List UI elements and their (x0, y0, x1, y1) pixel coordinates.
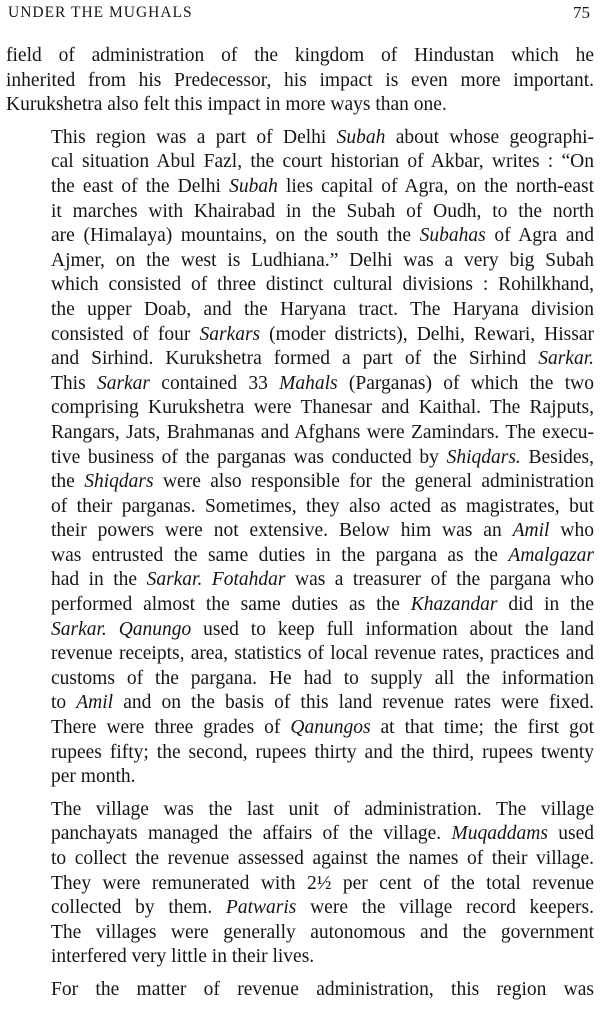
text-run: performed almost the same duties as the (51, 594, 411, 616)
text-line (6, 200, 594, 225)
text-run: consisted of four (51, 323, 200, 345)
text-run: interfered very little in their lives. (51, 946, 315, 968)
text-line (6, 544, 594, 569)
italic-term: Sarkars (199, 323, 261, 345)
text-run: were the village record keepers. (296, 897, 594, 919)
running-head-title: UNDER THE MUGHALS (8, 4, 193, 21)
text-line (6, 150, 594, 175)
text-run: They were remunerated with 2½ per cent of the total revenue (51, 872, 594, 894)
text-line (6, 765, 594, 790)
text-run (107, 619, 119, 640)
italic-term: Amalgazar (508, 544, 594, 566)
page-number: 75 (573, 3, 590, 22)
text-run: their powers were not extensive. Below him was an (51, 520, 513, 542)
text-run: cal situation Abul Fazl, the court historian of Akbar, writes : “On (51, 151, 594, 173)
text-run: who (549, 520, 594, 542)
text-line (6, 470, 594, 495)
text-line (6, 716, 594, 741)
italic-term: Sarkar. (51, 618, 107, 640)
italic-term: Subahas (419, 225, 486, 247)
text-run: The village was the last unit of administration. The village (51, 798, 594, 820)
text-line (6, 396, 594, 421)
text-run: used to keep full information about the land (191, 618, 594, 640)
text-run: (moder districts), Delhi, Rewari, Hissar (260, 323, 594, 345)
text-run: contained 33 (150, 372, 280, 394)
italic-term: Amil (76, 692, 114, 714)
text-run: the east of the Delhi (51, 175, 230, 197)
text-run: collected by them. (51, 897, 226, 919)
text-line (6, 872, 594, 897)
text-line (6, 69, 594, 94)
paragraph (6, 126, 594, 790)
text-run: about whose geographi- (385, 126, 594, 148)
text-line (6, 945, 594, 970)
text-line (6, 126, 594, 151)
italic-term: Amil (512, 520, 550, 542)
text-line (6, 741, 594, 766)
text-line (6, 593, 594, 618)
text-line (6, 618, 594, 643)
text-line (6, 798, 594, 823)
paragraph (6, 798, 594, 970)
text-run: are (Himalaya) mountains, on the south the (51, 225, 420, 247)
text-run: This (51, 372, 97, 394)
text-run: customs of the pargana. He had to supply all the information (51, 667, 594, 689)
text-line (6, 249, 594, 274)
text-line (6, 896, 594, 921)
text-run: Kurukshetra also felt this impact in more ways than one. (6, 94, 447, 116)
italic-term: Qanungo (118, 618, 192, 640)
text-run: (Parganas) of which the two (337, 372, 594, 394)
text-run: were also responsible for the general administration (153, 471, 594, 493)
running-head (8, 2, 596, 26)
text-line (6, 347, 594, 372)
text-line (6, 323, 594, 348)
text-line (6, 421, 594, 446)
italic-term: Sarkar. (538, 348, 594, 370)
text-run: at that time; the first got (370, 717, 594, 739)
italic-term: Muqaddams (451, 823, 548, 845)
text-line (6, 446, 594, 471)
text-run: lies capital of Agra, on the north-east (277, 175, 594, 197)
text-line (6, 978, 594, 1003)
text-line (6, 175, 594, 200)
text-run: There were three grades of (51, 717, 291, 739)
italic-term: Patwaris (225, 897, 297, 919)
text-run: used (547, 823, 594, 845)
italic-term: Subah (336, 126, 386, 148)
text-line (6, 224, 594, 249)
text-line (6, 93, 594, 118)
italic-term: Subah (229, 175, 278, 197)
italic-term: Khazandar (410, 594, 498, 616)
text-run (202, 569, 211, 590)
text-run: of their parganas. Sometimes, they also acted as magistrates, but (51, 495, 594, 517)
text-run: field of administration of the kingdom of Hindustan which he (6, 45, 594, 66)
text-line (6, 273, 594, 298)
text-line (6, 642, 594, 667)
text-line (6, 44, 594, 69)
text-run: was entrusted the same duties in the pargana as the (51, 544, 509, 566)
italic-term: Qanungos (290, 717, 371, 739)
text-run: had in the (51, 569, 147, 591)
paragraph (6, 44, 594, 118)
text-run: The villages were generally autonomous and the government (51, 921, 594, 943)
text-line (6, 667, 594, 692)
text-run: and Sirhind. Kurukshetra formed a part of the Sirhind (51, 348, 539, 370)
text-run: For the matter of revenue administration, this region was (51, 978, 594, 1000)
italic-term: Sarkar. (146, 569, 203, 591)
text-line (6, 847, 594, 872)
text-run: comprising Kurukshetra were Thanesar and Kaithal. The Rajputs, (51, 397, 594, 419)
text-run: the (51, 471, 85, 493)
text-run: revenue receipts, area, statistics of local revenue rates, practices and (51, 643, 594, 665)
text-line (6, 822, 594, 847)
text-run: This region was a part of Delhi (51, 126, 337, 148)
text-line (6, 921, 594, 946)
text-run: rupees fifty; the second, rupees thirty and the third, rupees twenty (51, 741, 594, 763)
text-line (6, 372, 594, 397)
text-run: it marches with Khairabad in the Subah of Oudh, to the north (51, 200, 594, 222)
text-run: per month. (51, 766, 136, 788)
text-run: inherited from his Predecessor, his impact is even more important. (6, 69, 594, 91)
text-line (6, 495, 594, 520)
text-run: panchayats managed the affairs of the village. (51, 823, 452, 845)
text-line (6, 691, 594, 716)
italic-term: Mahals (279, 372, 338, 394)
italic-term: Sarkar (96, 372, 151, 394)
text-run: Besides, (520, 446, 594, 468)
text-run: tive business of the parganas was conducted by (51, 446, 447, 468)
italic-term: Fotahdar (211, 569, 286, 591)
paragraph (6, 978, 594, 1003)
text-run: Rangars, Jats, Brahmanas and Afghans were Zamindars. The execu- (51, 421, 594, 443)
text-run: Ajmer, on the west is Ludhiana.” Delhi was a very big Subah (51, 249, 594, 271)
italic-term: Shiqdars (84, 471, 154, 493)
text-run: was a treasurer of the pargana who (285, 569, 594, 591)
text-run: of Agra and (485, 225, 594, 247)
text-run: and on the basis of this land revenue rates were fixed. (113, 692, 594, 714)
text-line (6, 519, 594, 544)
text-run: did in the (497, 594, 594, 616)
text-run: the upper Doab, and the Haryana tract. The Haryana division (51, 298, 594, 320)
text-run: to collect the revenue assessed against the names of their village. (51, 848, 594, 869)
italic-term: Shiqdars. (446, 446, 521, 468)
text-run: to (51, 692, 77, 714)
text-run: which consisted of three distinct cultural divisions : Rohilkhand, (51, 274, 594, 296)
text-line (6, 568, 594, 593)
body-text (6, 44, 594, 1003)
text-line (6, 298, 594, 323)
